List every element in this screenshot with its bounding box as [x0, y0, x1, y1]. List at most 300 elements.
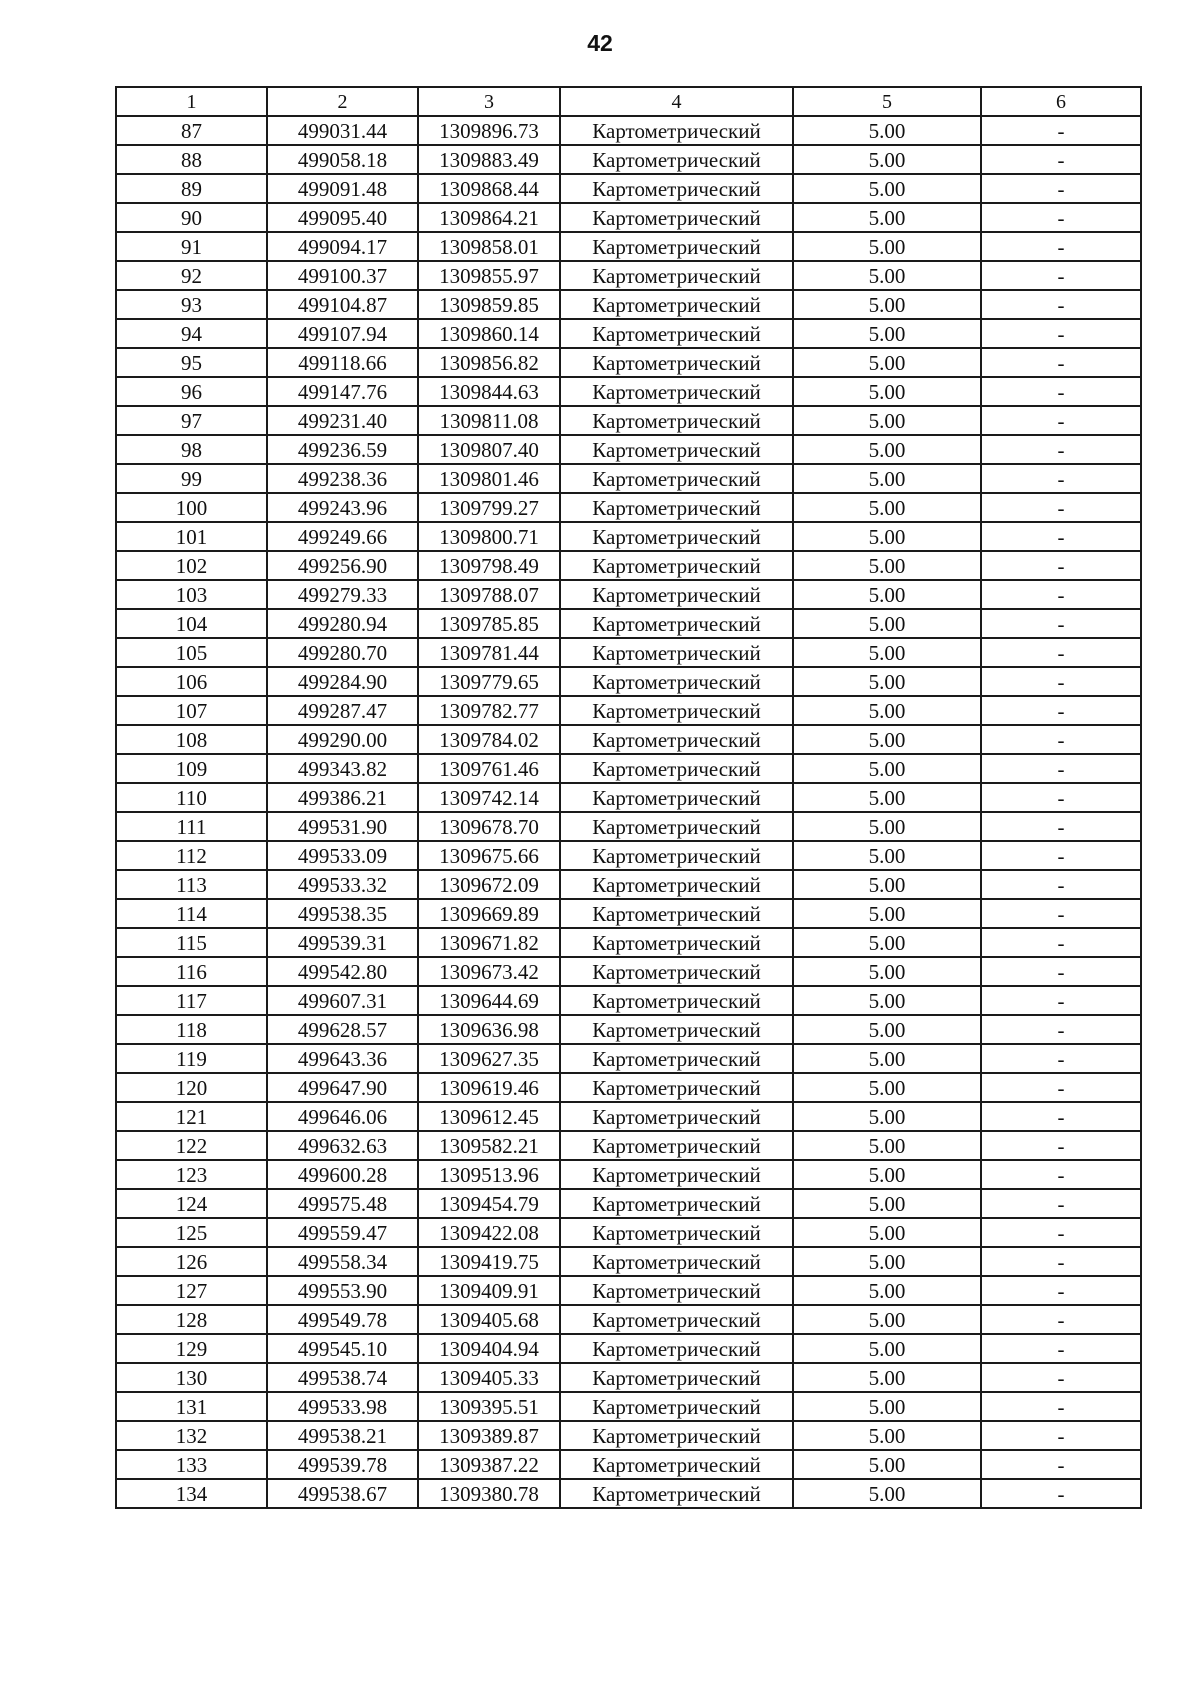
method-cell: Картометрический — [560, 725, 793, 754]
method-cell: Картометрический — [560, 435, 793, 464]
point-number-cell: 97 — [116, 406, 267, 435]
y-coordinate-cell: 1309864.21 — [418, 203, 560, 232]
y-coordinate-cell: 1309801.46 — [418, 464, 560, 493]
note-cell: - — [981, 1363, 1141, 1392]
point-number-cell: 112 — [116, 841, 267, 870]
method-cell: Картометрический — [560, 290, 793, 319]
note-cell: - — [981, 783, 1141, 812]
point-number-cell: 110 — [116, 783, 267, 812]
table-row — [116, 1450, 1141, 1479]
table-row — [116, 1189, 1141, 1218]
y-coordinate-cell: 1309612.45 — [418, 1102, 560, 1131]
note-cell: - — [981, 957, 1141, 986]
point-number-cell: 122 — [116, 1131, 267, 1160]
table-row — [116, 1334, 1141, 1363]
x-coordinate-cell: 499386.21 — [267, 783, 418, 812]
y-coordinate-cell: 1309855.97 — [418, 261, 560, 290]
point-number-cell: 116 — [116, 957, 267, 986]
y-coordinate-cell: 1309896.73 — [418, 116, 560, 145]
y-coordinate-cell: 1309844.63 — [418, 377, 560, 406]
method-cell: Картометрический — [560, 899, 793, 928]
note-cell: - — [981, 638, 1141, 667]
method-cell: Картометрический — [560, 348, 793, 377]
y-coordinate-cell: 1309644.69 — [418, 986, 560, 1015]
method-cell: Картометрический — [560, 377, 793, 406]
x-coordinate-cell: 499533.98 — [267, 1392, 418, 1421]
method-cell: Картометрический — [560, 1479, 793, 1508]
table-row — [116, 812, 1141, 841]
table-row — [116, 1131, 1141, 1160]
table-row — [116, 377, 1141, 406]
x-coordinate-cell: 499031.44 — [267, 116, 418, 145]
point-number-cell: 91 — [116, 232, 267, 261]
y-coordinate-cell: 1309785.85 — [418, 609, 560, 638]
point-number-cell: 120 — [116, 1073, 267, 1102]
note-cell: - — [981, 203, 1141, 232]
note-cell: - — [981, 725, 1141, 754]
y-coordinate-cell: 1309405.33 — [418, 1363, 560, 1392]
y-coordinate-cell: 1309761.46 — [418, 754, 560, 783]
page-number: 42 — [587, 30, 613, 56]
method-cell: Картометрический — [560, 1218, 793, 1247]
accuracy-cell: 5.00 — [793, 1015, 981, 1044]
x-coordinate-cell: 499231.40 — [267, 406, 418, 435]
point-number-cell: 105 — [116, 638, 267, 667]
y-coordinate-cell: 1309788.07 — [418, 580, 560, 609]
table-row — [116, 493, 1141, 522]
table-row — [116, 116, 1141, 145]
note-cell: - — [981, 435, 1141, 464]
point-number-cell: 92 — [116, 261, 267, 290]
table-row — [116, 1276, 1141, 1305]
x-coordinate-cell: 499538.74 — [267, 1363, 418, 1392]
accuracy-cell: 5.00 — [793, 174, 981, 203]
y-coordinate-cell: 1309395.51 — [418, 1392, 560, 1421]
method-cell: Картометрический — [560, 928, 793, 957]
accuracy-cell: 5.00 — [793, 493, 981, 522]
note-cell: - — [981, 1189, 1141, 1218]
point-number-cell: 128 — [116, 1305, 267, 1334]
header-cell: 1 — [116, 87, 267, 116]
note-cell: - — [981, 609, 1141, 638]
y-coordinate-cell: 1309807.40 — [418, 435, 560, 464]
note-cell: - — [981, 1073, 1141, 1102]
y-coordinate-cell: 1309678.70 — [418, 812, 560, 841]
x-coordinate-cell: 499539.78 — [267, 1450, 418, 1479]
x-coordinate-cell: 499545.10 — [267, 1334, 418, 1363]
point-number-cell: 119 — [116, 1044, 267, 1073]
x-coordinate-cell: 499559.47 — [267, 1218, 418, 1247]
accuracy-cell: 5.00 — [793, 957, 981, 986]
note-cell: - — [981, 580, 1141, 609]
method-cell: Картометрический — [560, 261, 793, 290]
accuracy-cell: 5.00 — [793, 261, 981, 290]
point-number-cell: 123 — [116, 1160, 267, 1189]
table-row — [116, 435, 1141, 464]
point-number-cell: 87 — [116, 116, 267, 145]
x-coordinate-cell: 499280.94 — [267, 609, 418, 638]
table-row — [116, 841, 1141, 870]
x-coordinate-cell: 499553.90 — [267, 1276, 418, 1305]
note-cell: - — [981, 1160, 1141, 1189]
y-coordinate-cell: 1309673.42 — [418, 957, 560, 986]
note-cell: - — [981, 348, 1141, 377]
y-coordinate-cell: 1309409.91 — [418, 1276, 560, 1305]
point-number-cell: 111 — [116, 812, 267, 841]
accuracy-cell: 5.00 — [793, 812, 981, 841]
point-number-cell: 133 — [116, 1450, 267, 1479]
method-cell: Картометрический — [560, 145, 793, 174]
point-number-cell: 98 — [116, 435, 267, 464]
x-coordinate-cell: 499280.70 — [267, 638, 418, 667]
x-coordinate-cell: 499243.96 — [267, 493, 418, 522]
accuracy-cell: 5.00 — [793, 696, 981, 725]
x-coordinate-cell: 499632.63 — [267, 1131, 418, 1160]
method-cell: Картометрический — [560, 174, 793, 203]
x-coordinate-cell: 499539.31 — [267, 928, 418, 957]
x-coordinate-cell: 499279.33 — [267, 580, 418, 609]
y-coordinate-cell: 1309454.79 — [418, 1189, 560, 1218]
point-number-cell: 124 — [116, 1189, 267, 1218]
note-cell: - — [981, 667, 1141, 696]
method-cell: Картометрический — [560, 1102, 793, 1131]
accuracy-cell: 5.00 — [793, 1421, 981, 1450]
point-number-cell: 102 — [116, 551, 267, 580]
table-row — [116, 1479, 1141, 1508]
accuracy-cell: 5.00 — [793, 1363, 981, 1392]
note-cell: - — [981, 116, 1141, 145]
y-coordinate-cell: 1309883.49 — [418, 145, 560, 174]
table-row — [116, 1392, 1141, 1421]
point-number-cell: 117 — [116, 986, 267, 1015]
y-coordinate-cell: 1309799.27 — [418, 493, 560, 522]
accuracy-cell: 5.00 — [793, 725, 981, 754]
accuracy-cell: 5.00 — [793, 870, 981, 899]
method-cell: Картометрический — [560, 232, 793, 261]
note-cell: - — [981, 812, 1141, 841]
note-cell: - — [981, 1131, 1141, 1160]
method-cell: Картометрический — [560, 522, 793, 551]
x-coordinate-cell: 499284.90 — [267, 667, 418, 696]
table-row — [116, 1363, 1141, 1392]
method-cell: Картометрический — [560, 1305, 793, 1334]
table-row — [116, 464, 1141, 493]
table-body — [116, 87, 1141, 1508]
x-coordinate-cell: 499531.90 — [267, 812, 418, 841]
table-row — [116, 928, 1141, 957]
accuracy-cell: 5.00 — [793, 609, 981, 638]
point-number-cell: 108 — [116, 725, 267, 754]
table-row — [116, 899, 1141, 928]
table-row — [116, 1015, 1141, 1044]
table-row — [116, 1102, 1141, 1131]
table-row — [116, 870, 1141, 899]
accuracy-cell: 5.00 — [793, 290, 981, 319]
x-coordinate-cell: 499095.40 — [267, 203, 418, 232]
accuracy-cell: 5.00 — [793, 783, 981, 812]
method-cell: Картометрический — [560, 1189, 793, 1218]
note-cell: - — [981, 1044, 1141, 1073]
note-cell: - — [981, 406, 1141, 435]
table-row — [116, 986, 1141, 1015]
method-cell: Картометрический — [560, 812, 793, 841]
method-cell: Картометрический — [560, 667, 793, 696]
point-number-cell: 107 — [116, 696, 267, 725]
method-cell: Картометрический — [560, 203, 793, 232]
note-cell: - — [981, 522, 1141, 551]
note-cell: - — [981, 841, 1141, 870]
point-number-cell: 121 — [116, 1102, 267, 1131]
method-cell: Картометрический — [560, 986, 793, 1015]
table-row — [116, 1247, 1141, 1276]
method-cell: Картометрический — [560, 841, 793, 870]
header-cell: 2 — [267, 87, 418, 116]
x-coordinate-cell: 499643.36 — [267, 1044, 418, 1073]
note-cell: - — [981, 1334, 1141, 1363]
point-number-cell: 103 — [116, 580, 267, 609]
x-coordinate-cell: 499238.36 — [267, 464, 418, 493]
note-cell: - — [981, 1276, 1141, 1305]
method-cell: Картометрический — [560, 957, 793, 986]
table-row — [116, 1218, 1141, 1247]
point-number-cell: 90 — [116, 203, 267, 232]
y-coordinate-cell: 1309798.49 — [418, 551, 560, 580]
table-row — [116, 319, 1141, 348]
method-cell: Картометрический — [560, 870, 793, 899]
header-cell: 6 — [981, 87, 1141, 116]
table-row — [116, 696, 1141, 725]
method-cell: Картометрический — [560, 696, 793, 725]
table-row — [116, 725, 1141, 754]
point-number-cell: 106 — [116, 667, 267, 696]
method-cell: Картометрический — [560, 1044, 793, 1073]
point-number-cell: 125 — [116, 1218, 267, 1247]
method-cell: Картометрический — [560, 551, 793, 580]
point-number-cell: 114 — [116, 899, 267, 928]
note-cell: - — [981, 899, 1141, 928]
note-cell: - — [981, 928, 1141, 957]
x-coordinate-cell: 499538.21 — [267, 1421, 418, 1450]
point-number-cell: 94 — [116, 319, 267, 348]
method-cell: Картометрический — [560, 1334, 793, 1363]
table-row — [116, 1160, 1141, 1189]
x-coordinate-cell: 499542.80 — [267, 957, 418, 986]
point-number-cell: 134 — [116, 1479, 267, 1508]
accuracy-cell: 5.00 — [793, 145, 981, 174]
note-cell: - — [981, 1015, 1141, 1044]
x-coordinate-cell: 499575.48 — [267, 1189, 418, 1218]
accuracy-cell: 5.00 — [793, 1218, 981, 1247]
method-cell: Картометрический — [560, 406, 793, 435]
y-coordinate-cell: 1309859.85 — [418, 290, 560, 319]
y-coordinate-cell: 1309387.22 — [418, 1450, 560, 1479]
x-coordinate-cell: 499600.28 — [267, 1160, 418, 1189]
y-coordinate-cell: 1309513.96 — [418, 1160, 560, 1189]
note-cell: - — [981, 145, 1141, 174]
note-cell: - — [981, 1450, 1141, 1479]
x-coordinate-cell: 499558.34 — [267, 1247, 418, 1276]
table-row — [116, 1073, 1141, 1102]
x-coordinate-cell: 499094.17 — [267, 232, 418, 261]
y-coordinate-cell: 1309419.75 — [418, 1247, 560, 1276]
point-number-cell: 100 — [116, 493, 267, 522]
table-row — [116, 754, 1141, 783]
point-number-cell: 132 — [116, 1421, 267, 1450]
x-coordinate-cell: 499058.18 — [267, 145, 418, 174]
accuracy-cell: 5.00 — [793, 319, 981, 348]
accuracy-cell: 5.00 — [793, 638, 981, 667]
note-cell: - — [981, 870, 1141, 899]
note-cell: - — [981, 232, 1141, 261]
point-number-cell: 130 — [116, 1363, 267, 1392]
method-cell: Картометрический — [560, 493, 793, 522]
y-coordinate-cell: 1309582.21 — [418, 1131, 560, 1160]
accuracy-cell: 5.00 — [793, 1189, 981, 1218]
method-cell: Картометрический — [560, 464, 793, 493]
point-number-cell: 131 — [116, 1392, 267, 1421]
y-coordinate-cell: 1309675.66 — [418, 841, 560, 870]
accuracy-cell: 5.00 — [793, 899, 981, 928]
accuracy-cell: 5.00 — [793, 1334, 981, 1363]
method-cell: Картометрический — [560, 754, 793, 783]
table-row — [116, 232, 1141, 261]
point-number-cell: 126 — [116, 1247, 267, 1276]
y-coordinate-cell: 1309405.68 — [418, 1305, 560, 1334]
table-row — [116, 290, 1141, 319]
accuracy-cell: 5.00 — [793, 986, 981, 1015]
point-number-cell: 101 — [116, 522, 267, 551]
header-cell: 4 — [560, 87, 793, 116]
accuracy-cell: 5.00 — [793, 1073, 981, 1102]
note-cell: - — [981, 1247, 1141, 1276]
table-row — [116, 174, 1141, 203]
y-coordinate-cell: 1309782.77 — [418, 696, 560, 725]
x-coordinate-cell: 499147.76 — [267, 377, 418, 406]
accuracy-cell: 5.00 — [793, 1392, 981, 1421]
header-cell: 5 — [793, 87, 981, 116]
y-coordinate-cell: 1309636.98 — [418, 1015, 560, 1044]
point-number-cell: 109 — [116, 754, 267, 783]
accuracy-cell: 5.00 — [793, 435, 981, 464]
coordinates-table — [115, 86, 1142, 1509]
note-cell: - — [981, 696, 1141, 725]
accuracy-cell: 5.00 — [793, 1276, 981, 1305]
point-number-cell: 95 — [116, 348, 267, 377]
method-cell: Картометрический — [560, 1015, 793, 1044]
y-coordinate-cell: 1309800.71 — [418, 522, 560, 551]
accuracy-cell: 5.00 — [793, 1450, 981, 1479]
header-cell: 3 — [418, 87, 560, 116]
x-coordinate-cell: 499256.90 — [267, 551, 418, 580]
table-row — [116, 1305, 1141, 1334]
accuracy-cell: 5.00 — [793, 580, 981, 609]
table-row — [116, 348, 1141, 377]
note-cell: - — [981, 1305, 1141, 1334]
method-cell: Картометрический — [560, 1131, 793, 1160]
accuracy-cell: 5.00 — [793, 522, 981, 551]
table-row — [116, 203, 1141, 232]
method-cell: Картометрический — [560, 1073, 793, 1102]
table-row — [116, 1421, 1141, 1450]
table-row — [116, 783, 1141, 812]
point-number-cell: 104 — [116, 609, 267, 638]
accuracy-cell: 5.00 — [793, 406, 981, 435]
y-coordinate-cell: 1309860.14 — [418, 319, 560, 348]
method-cell: Картометрический — [560, 609, 793, 638]
note-cell: - — [981, 1102, 1141, 1131]
table-row — [116, 522, 1141, 551]
x-coordinate-cell: 499118.66 — [267, 348, 418, 377]
note-cell: - — [981, 290, 1141, 319]
y-coordinate-cell: 1309380.78 — [418, 1479, 560, 1508]
point-number-cell: 115 — [116, 928, 267, 957]
accuracy-cell: 5.00 — [793, 377, 981, 406]
note-cell: - — [981, 1218, 1141, 1247]
x-coordinate-cell: 499107.94 — [267, 319, 418, 348]
note-cell: - — [981, 754, 1141, 783]
note-cell: - — [981, 1421, 1141, 1450]
accuracy-cell: 5.00 — [793, 1305, 981, 1334]
table-row — [116, 551, 1141, 580]
x-coordinate-cell: 499091.48 — [267, 174, 418, 203]
method-cell: Картометрический — [560, 116, 793, 145]
accuracy-cell: 5.00 — [793, 1102, 981, 1131]
point-number-cell: 89 — [116, 174, 267, 203]
table-row — [116, 406, 1141, 435]
note-cell: - — [981, 1392, 1141, 1421]
y-coordinate-cell: 1309868.44 — [418, 174, 560, 203]
method-cell: Картометрический — [560, 1363, 793, 1392]
y-coordinate-cell: 1309784.02 — [418, 725, 560, 754]
table-row — [116, 667, 1141, 696]
accuracy-cell: 5.00 — [793, 1479, 981, 1508]
note-cell: - — [981, 551, 1141, 580]
x-coordinate-cell: 499287.47 — [267, 696, 418, 725]
accuracy-cell: 5.00 — [793, 232, 981, 261]
x-coordinate-cell: 499100.37 — [267, 261, 418, 290]
table-header-row — [116, 87, 1141, 116]
table-row — [116, 261, 1141, 290]
method-cell: Картометрический — [560, 1421, 793, 1450]
method-cell: Картометрический — [560, 1450, 793, 1479]
y-coordinate-cell: 1309404.94 — [418, 1334, 560, 1363]
accuracy-cell: 5.00 — [793, 1247, 981, 1276]
x-coordinate-cell: 499533.32 — [267, 870, 418, 899]
point-number-cell: 127 — [116, 1276, 267, 1305]
y-coordinate-cell: 1309781.44 — [418, 638, 560, 667]
table-row — [116, 145, 1141, 174]
x-coordinate-cell: 499104.87 — [267, 290, 418, 319]
point-number-cell: 96 — [116, 377, 267, 406]
accuracy-cell: 5.00 — [793, 348, 981, 377]
x-coordinate-cell: 499343.82 — [267, 754, 418, 783]
note-cell: - — [981, 377, 1141, 406]
note-cell: - — [981, 174, 1141, 203]
y-coordinate-cell: 1309671.82 — [418, 928, 560, 957]
method-cell: Картометрический — [560, 783, 793, 812]
accuracy-cell: 5.00 — [793, 551, 981, 580]
method-cell: Картометрический — [560, 638, 793, 667]
point-number-cell: 129 — [116, 1334, 267, 1363]
accuracy-cell: 5.00 — [793, 667, 981, 696]
accuracy-cell: 5.00 — [793, 754, 981, 783]
y-coordinate-cell: 1309856.82 — [418, 348, 560, 377]
x-coordinate-cell: 499249.66 — [267, 522, 418, 551]
point-number-cell: 118 — [116, 1015, 267, 1044]
note-cell: - — [981, 261, 1141, 290]
y-coordinate-cell: 1309858.01 — [418, 232, 560, 261]
accuracy-cell: 5.00 — [793, 1160, 981, 1189]
